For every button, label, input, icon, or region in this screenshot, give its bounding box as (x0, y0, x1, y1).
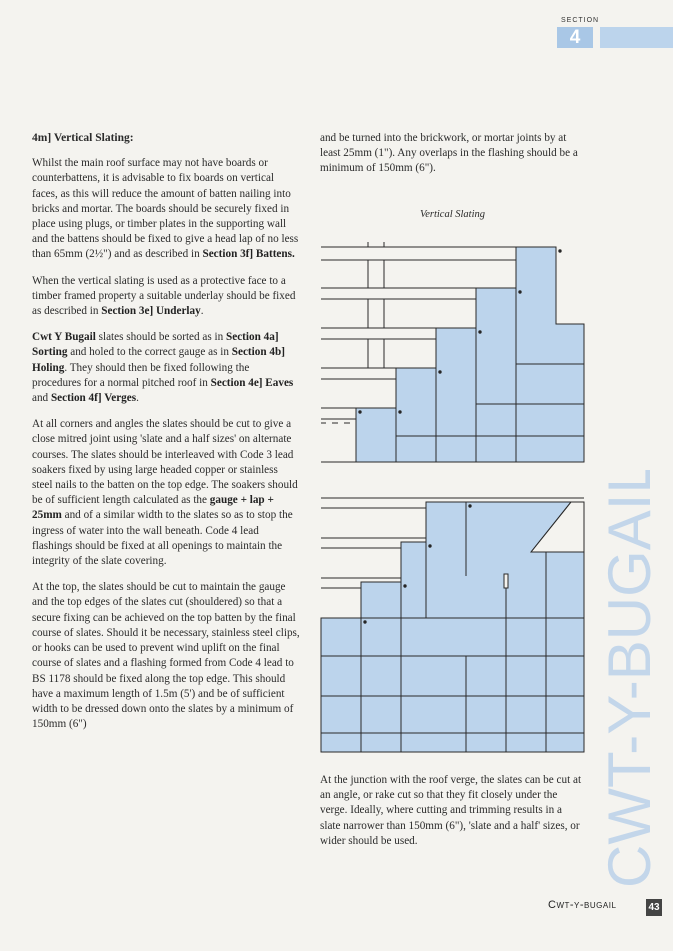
side-brand-text (592, 470, 662, 890)
page-number: 43 (646, 899, 662, 916)
footer-brand: Cwt-y-bugail (548, 899, 617, 911)
left-column (32, 131, 300, 743)
paragraph-verge: At the junction with the roof verge, the slates can be cut at an angle, or rake cut so that they fit closely under the verge. Ideally, where cutting and trimming results in a slate narrower than 150mm (6"), 'slate and a half' sizes, or wider should be used. (320, 774, 582, 847)
lower-diagram (321, 498, 584, 752)
right-column-bottom (320, 773, 585, 860)
vertical-slating-diagram (316, 236, 588, 761)
paragraph-underlay: When the vertical slating is used as a protective face to a timber framed property a suitable underlay should be fixed as described in Section 3e] Underlay. (32, 274, 296, 318)
upper-diagram (321, 242, 584, 462)
section-bar (600, 27, 673, 48)
paragraph-top: At the top, the slates should be cut to maintain the gauge and the top edges of the slates cut (shouldered) so that a secure fixing can be achieved on the top batten by the final course of slates. Should it be necessary, stainless steel clips, or hooks can be used to prevent wind uplift on the final course of slates and a flashing formed from Code 4 lead to BS 1178 should be fixed along the top edge. This should have a maximum length of 1.5m (5') and be of sufficient width to be dressed down onto the slates by a minimum of 150mm (6") (32, 581, 300, 731)
paragraph-sorting: Cwt Y Bugail slates should be sorted as in Section 4a] Sorting and holed to the correct gauge as in Section 4b] Holing. They should then be fixed following the procedures for a normal pitched roof in Section 4e] Eaves and Section 4f] Verges. (32, 331, 294, 405)
paragraph-corners: At all corners and angles the slates should be cut to give a close mitred joint using 'slate and a half sizes' on alternate courses. The slates should be interleaved with Code 3 lead soakers fixed by using large headed copper or stainless steel nails to the batten on the top edge. The soakers should be of sufficient length calculated as the gauge + lap + 25mm and of a similar width to the slates so as to stop the ingress of water into the wall beneath. Code 4 lead flashings should be fixed at all openings to maintain the integrity of the slate covering. (32, 418, 298, 568)
side-brand-text-label: CWT-Y-BUGAIL (596, 470, 662, 888)
paragraph-flashing: and be turned into the brickwork, or mortar joints by at least 25mm (1"). Any overlaps in the flashing should be a minimum of 150mm (6"). (320, 132, 578, 175)
diagram-caption: Vertical Slating (419, 209, 486, 220)
right-column-top (320, 131, 585, 188)
section-label: SECTION (561, 17, 600, 24)
vertical-slating-heading: 4m] Vertical Slating: (32, 132, 134, 144)
section-number-badge: 4 (557, 27, 593, 48)
paragraph-boards: Whilst the main roof surface may not have boards or counterbattens, it is advisable to fix boards on vertical faces, as this will reduce the amount of batten nailing into bricks and mortar. The boards should be securely fixed in place using plugs, or timber plates in the supporting wall and the battens should be fixed to give a head lap of no less than 65mm (2½") and as described in Section 3f] Battens. (32, 157, 299, 261)
